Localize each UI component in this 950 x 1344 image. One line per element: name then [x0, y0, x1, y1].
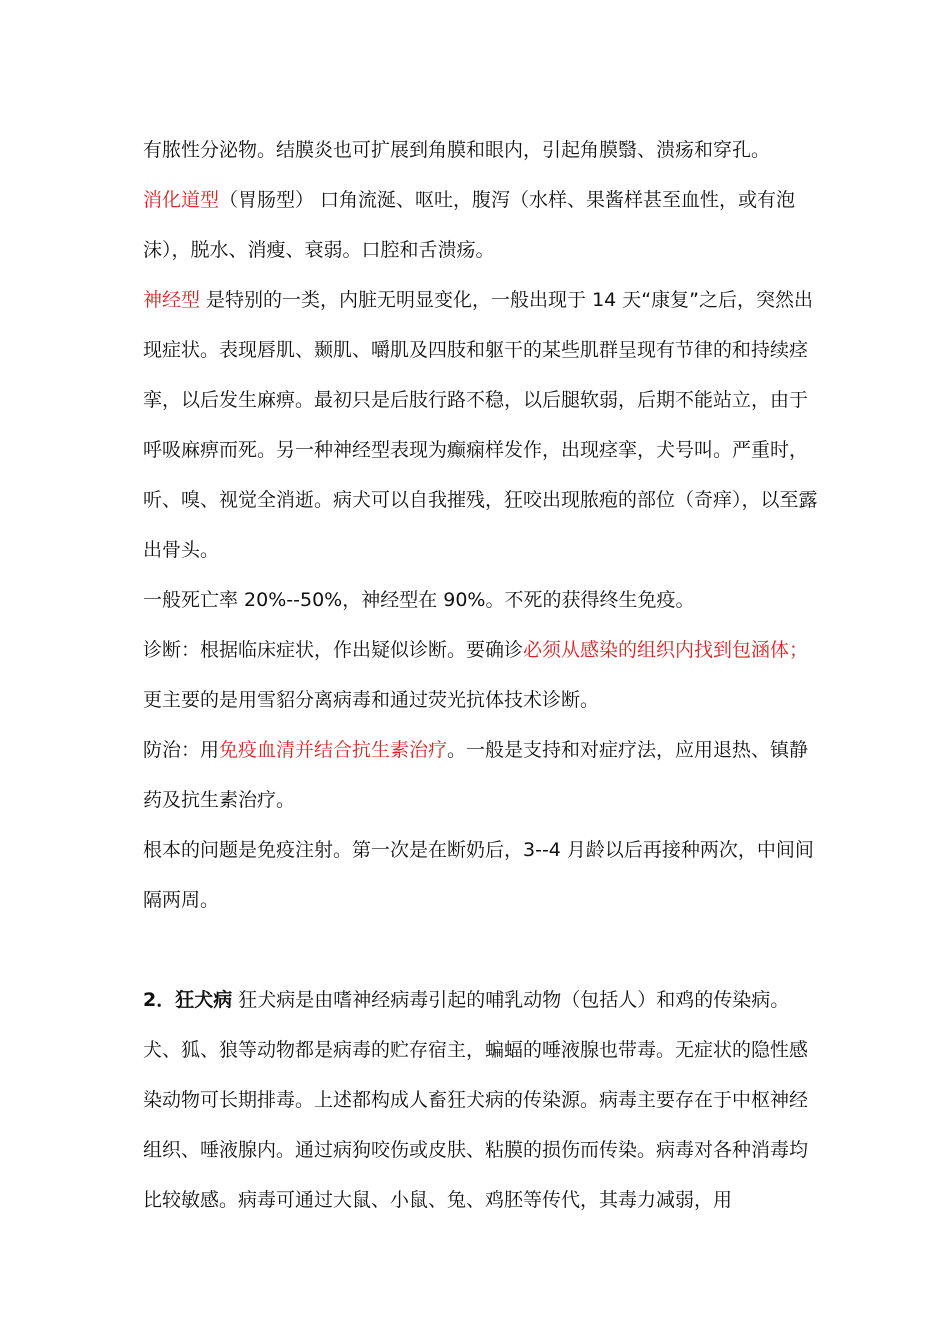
section-spacer [143, 925, 823, 975]
paragraph-treatment: 防治：用免疫血清并结合抗生素治疗。一般是支持和对症疗法，应用退热、镇静药及抗生素治疗。 [143, 739, 809, 811]
paragraph-vaccination: 根本的问题是免疫注射。第一次是在断奶后，3--4 月龄以后再接种两次，中间间隔两周。 [143, 839, 814, 911]
paragraph-rabies: 2．狂犬病 狂犬病是由嗜神经病毒引起的哺乳动物（包括人）和鸡的传染病。犬、狐、狼等动物都是病毒的贮存宿主，蝙蝠的唾液腺也带毒。无症状的隐性感染动物可长期排毒。上述都构成人畜狂犬病的传染源。病毒主要存在于中枢神经组织、唾液腺内。通过病狗咬伤或皮肤、粘膜的损伤而传染。病毒对各种消毒均比较敏感。病毒可通过大鼠、小鼠、兔、鸡胚等传代，其毒力减弱，用 [143, 989, 809, 1211]
paragraph-conjunctivitis: 有脓性分泌物。结膜炎也可扩展到角膜和眼内，引起角膜翳、溃疡和穿孔。 [143, 139, 771, 161]
section-title-rabies: 2．狂犬病 [143, 989, 233, 1011]
diagnosis-highlight: 必须从感染的组织内找到包涵体； [523, 639, 809, 661]
treatment-highlight: 免疫血清并结合抗生素治疗 [219, 739, 448, 761]
label-nervous-type: 神经型 [143, 289, 201, 311]
label-digestive-type: 消化道型 [143, 189, 220, 211]
paragraph-digestive-type: 消化道型（胃肠型） 口角流涎、呕吐，腹泻（水样、果酱样甚至血性，或有泡沫），脱水、消瘦、衰弱。口腔和舌溃疡。 [143, 189, 796, 261]
document-body [143, 125, 823, 1225]
paragraph-diagnosis: 诊断：根据临床症状，作出疑似诊断。要确诊必须从感染的组织内找到包涵体；更主要的是用雪貂分离病毒和通过荧光抗体技术诊断。 [143, 639, 809, 711]
paragraph-nervous-type: 神经型 是特别的一类，内脏无明显变化，一般出现于 14 天“康复”之后，突然出现症状。表现唇肌、颞肌、嚼肌及四肢和躯干的某些肌群呈现有节律的和持续痉挛，以后发生麻痹。最初只是后肢行路不稳，以后腿软弱，后期不能站立，由于呼吸麻痹而死。另一种神经型表现为癫痫样发作，出现痉挛，犬号叫。严重时，听、嗅、视觉全消逝。病犬可以自我摧残，狂咬出现脓疱的部位（奇痒），以至露出骨头。 [143, 289, 818, 561]
paragraph-mortality: 一般死亡率 20%--50%，神经型在 90%。不死的获得终生免疫。 [143, 589, 695, 611]
